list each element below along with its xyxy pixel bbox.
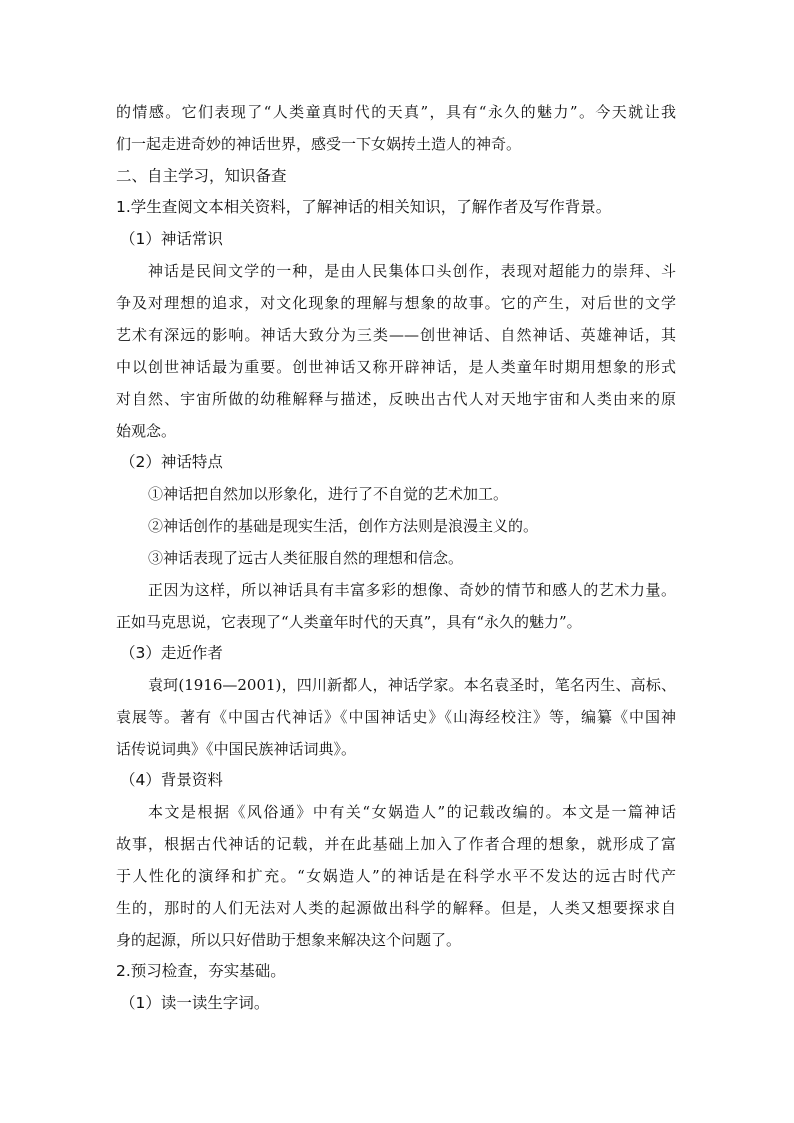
myth-knowledge-line-6: 始观念。 [116, 422, 177, 440]
author-line-2: 袁展等。著有《中国古代神话》《中国神话史》《山海经校注》等，编纂《中国神 [116, 708, 676, 726]
myth-knowledge-line-4: 中以创世神话最为重要。创世神话又称开辟神话，是人类童年时期用想象的形式 [116, 358, 676, 376]
background-line-1: 本文是根据《风俗通》中有关“女娲造人”的记载改编的。本文是一篇神话 [148, 803, 676, 821]
item-2-heading: 2.预习检查，夯实基础。 [116, 962, 286, 980]
subheading-background: （4）背景资料 [120, 771, 223, 789]
myth-knowledge-line-3: 艺术有深远的影响。神话大致分为三类——创世神话、自然神话、英雄神话，其 [116, 326, 676, 344]
intro-line-2: 们一起走进奇妙的神话世界，感受一下女娲抟土造人的神奇。 [116, 135, 522, 153]
background-line-2: 故事，根据古代神话的记载，并在此基础上加入了作者合理的想象，就形成了富 [116, 835, 676, 853]
author-line-3: 话传说词典》《中国民族神话词典》。 [116, 740, 357, 758]
subheading-myth-features: （2）神话特点 [120, 453, 223, 471]
background-line-5: 身的起源，所以只好借助于想象来解决这个问题了。 [116, 931, 462, 949]
myth-knowledge-line-5: 对自然、宇宙所做的幼稚解释与描述，反映出古代人对天地宇宙和人类由来的原 [116, 390, 676, 408]
features-summary-line-1: 正因为这样，所以神话具有丰富多彩的想像、奇妙的情节和感人的艺术力量。 [148, 581, 676, 599]
subheading-author: （3）走近作者 [120, 644, 223, 662]
myth-knowledge-line-1: 神话是民间文学的一种，是由人民集体口头创作，表现对超能力的崇拜、斗 [148, 262, 676, 280]
section-heading-self-study: 二、自主学习，知识备查 [116, 167, 287, 185]
author-line-1: 袁珂(1916—2001)，四川新都人，神话学家。本名袁圣时，笔名丙生、高标、 [148, 676, 676, 694]
background-line-3: 于人性化的演绎和扩充。“女娲造人”的神话是在科学水平不发达的远古时代产 [116, 867, 676, 885]
subheading-myth-knowledge: （1）神话常识 [120, 230, 223, 248]
features-summary-line-2: 正如马克思说，它表现了“人类童年时代的天真”，具有“永久的魅力”。 [116, 613, 582, 631]
intro-line-1: 的情感。它们表现了“人类童真时代的天真”，具有“永久的魅力”。今天就让我 [116, 103, 676, 121]
background-line-4: 生的，那时的人们无法对人类的起源做出科学的解释。但是，人类又想要探求自 [116, 899, 676, 917]
item-1-heading: 1.学生查阅文本相关资料，了解神话的相关知识，了解作者及写作背景。 [116, 198, 612, 216]
feature-3: ③神话表现了远古人类征服自然的理想和信念。 [148, 549, 464, 567]
subheading-read-words: （1）读一读生字词。 [120, 994, 270, 1012]
feature-2: ②神话创作的基础是现实生活，创作方法则是浪漫主义的。 [148, 517, 539, 535]
myth-knowledge-line-2: 争及对理想的追求，对文化现象的理解与想象的故事。它的产生，对后世的文学 [116, 294, 676, 312]
feature-1: ①神话把自然加以形象化，进行了不自觉的艺术加工。 [148, 485, 509, 503]
